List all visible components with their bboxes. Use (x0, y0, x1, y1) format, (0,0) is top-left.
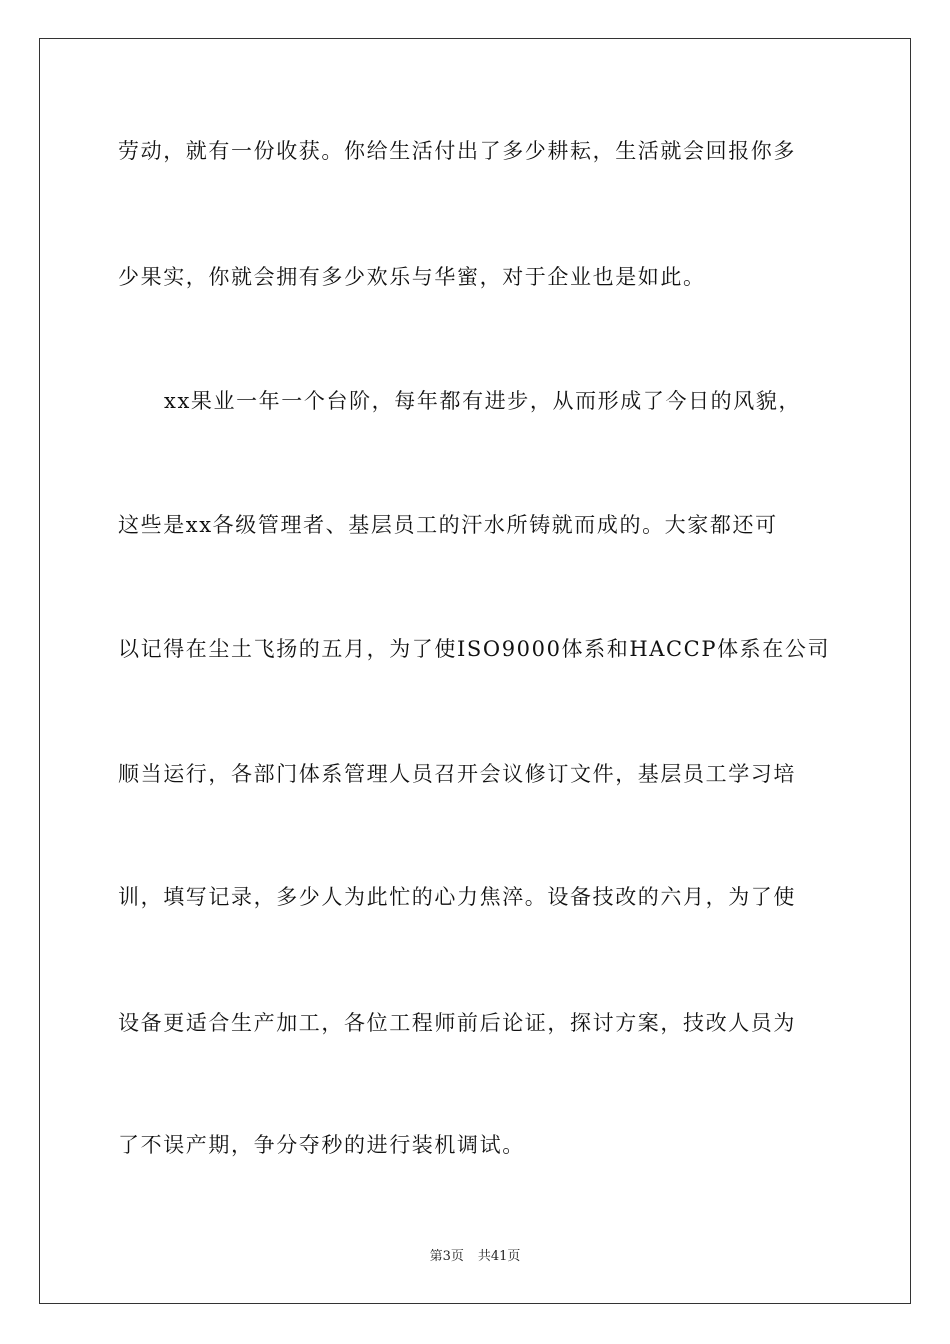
total-pages: 共41页 (477, 1249, 521, 1264)
paragraph-line-4: 这些是xx各级管理者、基层员工的汗水所铸就而成的。大家都还可 (118, 513, 778, 537)
paragraph-line-2: 少果实，你就会拥有多少欢乐与华蜜，对于企业也是如此。 (118, 265, 706, 289)
paragraph-line-8: 设备更适合生产加工，各位工程师前后论证，探讨方案，技改人员为 (118, 1011, 796, 1035)
paragraph-line-3: xx果业一年一个台阶，每年都有进步，从而形成了今日的风貌， (164, 389, 802, 413)
paragraph-line-5: 以记得在尘土飞扬的五月，为了使ISO9000体系和HACCP体系在公司 (118, 637, 831, 661)
page-number: 第3页 (429, 1249, 464, 1264)
paragraph-line-1: 劳动，就有一份收获。你给生活付出了多少耕耘，生活就会回报你多 (118, 139, 796, 163)
page-border (39, 38, 911, 1304)
paragraph-line-7: 训，填写记录，多少人为此忙的心力焦淬。设备技改的六月，为了使 (118, 885, 796, 909)
paragraph-line-6: 顺当运行，各部门体系管理人员召开会议修订文件，基层员工学习培 (118, 762, 796, 786)
page-footer (0, 1248, 950, 1266)
paragraph-line-9: 了不误产期，争分夺秒的进行装机调试。 (118, 1133, 525, 1157)
